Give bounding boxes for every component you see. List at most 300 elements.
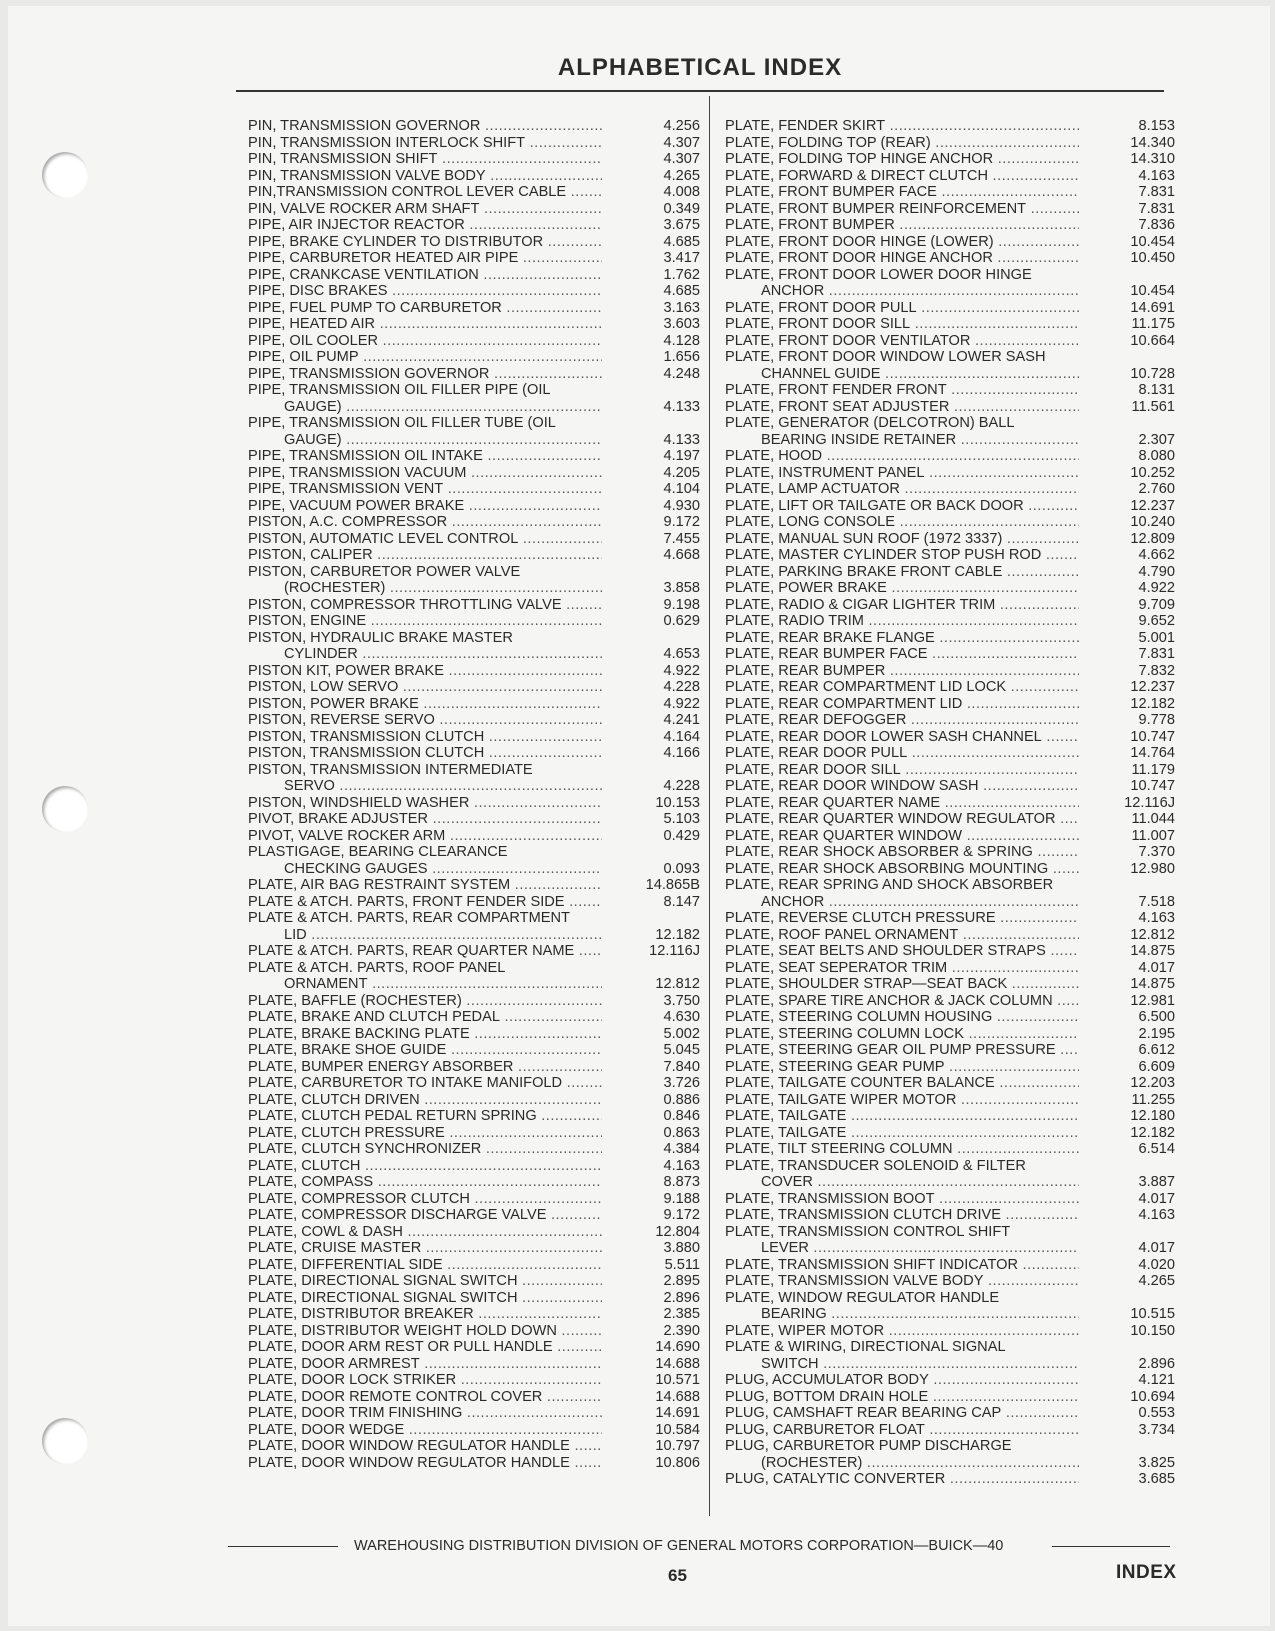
index-entry [725,1323,1175,1340]
index-entry [725,712,1175,729]
entry-text: PLATE, GENERATOR (DELCOTRON) BALL [725,415,1015,431]
entry-text: PLATE, REAR DOOR LOWER SASH CHANNEL ..... [725,729,1079,746]
entry-page-ref: 4.121 [1138,1372,1175,1388]
entry-page-ref: 10.747 [1130,778,1175,794]
entry-text: PLATE, PARKING BRAKE FRONT CABLE ..... [725,564,1079,581]
entry-text: PLATE, REAR DOOR PULL ..... [725,745,1079,762]
entry-page-ref: 4.384 [663,1141,700,1157]
entry-text: CHANNEL GUIDE ..... [725,366,1079,383]
entry-text: PLATE, STEERING COLUMN LOCK ..... [725,1026,1079,1043]
entry-page-ref: 10.806 [655,1454,700,1471]
entry-text: PISTON, REVERSE SERVO ..... [248,712,602,729]
entry-page-ref: 2.195 [1138,1025,1175,1042]
index-entry [725,696,1175,713]
index-entry [248,613,700,630]
entry-text: PLUG, BOTTOM DRAIN HOLE ..... [725,1389,1079,1406]
entry-text: PISTON, CALIPER ..... [248,547,602,564]
index-entry [248,910,700,943]
entry-text: PLUG, CARBURETOR PUMP DISCHARGE [725,1438,1012,1454]
index-entry [248,1422,700,1439]
entry-text: PLATE, FORWARD & DIRECT CLUTCH ..... [725,168,1079,185]
entry-text: PIN, TRANSMISSION INTERLOCK SHIFT ..... [248,135,602,152]
entry-text: PLATE, DOOR LOCK STRIKER ..... [248,1372,602,1389]
entry-page-ref: 4.930 [663,497,700,514]
entry-text: PLATE, FRONT BUMPER ..... [725,217,1079,234]
index-entry [725,1125,1175,1142]
index-entry [725,910,1175,927]
index-entry [725,861,1175,878]
entry-text: PLATE, RADIO & CIGAR LIGHTER TRIM ..... [725,597,1079,614]
entry-text: PLUG, ACCUMULATOR BODY ..... [725,1372,1079,1389]
entry-page-ref: 4.662 [1138,547,1175,563]
index-entry [725,976,1175,993]
entry-page-ref: 14.764 [1130,745,1175,761]
entry-page-ref: 10.694 [1130,1388,1175,1405]
entry-text: PLATE, REVERSE CLUTCH PRESSURE ..... [725,910,1079,927]
entry-text: PLATE, TILT STEERING COLUMN ..... [725,1141,1079,1158]
entry-text: PLATE, REAR COMPARTMENT LID LOCK ..... [725,679,1079,696]
entry-page-ref: 4.017 [1138,959,1175,976]
binder-hole [42,1418,88,1464]
index-entry [725,613,1175,630]
entry-text: PLATE, REAR DEFOGGER ..... [725,712,1079,729]
entry-page-ref: 4.205 [663,464,700,481]
entry-text: BEARING INSIDE RETAINER ..... [725,432,1079,449]
index-entry [725,1059,1175,1076]
entry-text: PIPE, FUEL PUMP TO CARBURETOR ..... [248,300,602,317]
index-entry [248,1075,700,1092]
index-entry [248,1438,700,1455]
entry-page-ref: 12.804 [655,1223,700,1240]
entry-page-ref: 12.981 [1130,992,1175,1009]
entry-page-ref: 5.002 [663,1025,700,1042]
entry-text: PLATE, REAR SHOCK ABSORBER & SPRING ..... [725,844,1079,861]
index-entry [725,1257,1175,1274]
index-entry [248,712,700,729]
section-tag: INDEX [1116,1562,1177,1583]
footer-rule-left [228,1546,338,1547]
entry-text: PIPE, TRANSMISSION OIL FILLER TUBE (OIL [248,415,556,431]
entry-page-ref: 11.007 [1131,827,1175,844]
entry-text: PLATE, DIRECTIONAL SIGNAL SWITCH ..... [248,1290,602,1307]
entry-text: PLATE, REAR DOOR WINDOW SASH ..... [725,778,1079,795]
index-entry [248,184,700,201]
index-entry [248,531,700,548]
index-entry [248,1356,700,1373]
entry-page-ref: 4.017 [1138,1240,1175,1256]
entry-text: PISTON, ENGINE ..... [248,613,602,630]
entry-text: PLATE, CLUTCH DRIVEN ..... [248,1092,602,1109]
entry-page-ref: 9.652 [1138,613,1175,629]
entry-text: PIPE, HEATED AIR ..... [248,316,602,333]
entry-page-ref: 14.690 [655,1339,700,1355]
entry-text: PIN, TRANSMISSION SHIFT ..... [248,151,602,168]
entry-page-ref: 10.150 [1130,1322,1175,1339]
index-entry [248,943,700,960]
entry-page-ref: 6.609 [1138,1058,1175,1075]
footer-text: WAREHOUSING DISTRIBUTION DIVISION OF GENERAL MOTORS CORPORATION—BUICK—40 [354,1538,1004,1554]
entry-page-ref: 10.454 [1130,283,1175,299]
entry-text: PLATE, MANUAL SUN ROOF (1972 3337) ..... [725,531,1079,548]
entry-text: PLATE, DIRECTIONAL SIGNAL SWITCH ..... [248,1273,602,1290]
left-index-column [248,118,700,1471]
entry-text: PLATE, COMPASS ..... [248,1174,602,1191]
index-entry [725,1224,1175,1257]
entry-page-ref: 10.584 [655,1421,700,1438]
entry-text: PLATE, STEERING GEAR PUMP ..... [725,1059,1079,1076]
entry-page-ref: 3.726 [663,1075,700,1091]
entry-text: PLATE, FRONT DOOR HINGE ANCHOR ..... [725,250,1079,267]
entry-page-ref: 14.865B [645,877,700,893]
page-title: ALPHABETICAL INDEX [557,54,843,81]
index-entry [725,1273,1175,1290]
entry-text: SERVO ..... [248,778,602,795]
entry-text: PISTON, AUTOMATIC LEVEL CONTROL ..... [248,531,602,548]
entry-page-ref: 12.809 [1130,530,1175,547]
index-entry [248,1174,700,1191]
index-entry [248,1059,700,1076]
entry-page-ref: 7.455 [663,530,700,547]
index-entry [248,250,700,267]
index-entry [248,1092,700,1109]
index-entry [248,762,700,795]
entry-text: PLATE, REAR BUMPER ..... [725,663,1079,680]
entry-page-ref: 4.685 [663,283,700,299]
entry-text: PLATE & ATCH. PARTS, ROOF PANEL [248,959,506,976]
entry-page-ref: 10.728 [1130,365,1175,382]
entry-text: PISTON, COMPRESSOR THROTTLING VALVE ..... [248,597,602,614]
entry-page-ref: 4.017 [1138,1190,1175,1207]
entry-text: PLATE, COMPRESSOR DISCHARGE VALVE ..... [248,1207,602,1224]
index-entry [248,1240,700,1257]
entry-text: PLATE, TRANSMISSION CONTROL SHIFT [725,1223,1011,1240]
index-entry [725,498,1175,515]
entry-text: PLATE, FRONT DOOR SILL ..... [725,316,1079,333]
entry-page-ref: 14.875 [1130,976,1175,992]
column-divider [709,96,710,1516]
entry-text: PLATE, REAR QUARTER WINDOW REGULATOR ..... [725,811,1079,828]
entry-text: ORNAMENT ..... [248,976,602,993]
right-index-column [725,118,1175,1488]
index-entry [725,1290,1175,1323]
entry-text: PLATE, ROOF PANEL ORNAMENT ..... [725,927,1079,944]
index-entry [725,795,1175,812]
entry-text: PLATE, CLUTCH SYNCHRONIZER ..... [248,1141,602,1158]
entry-text: PLATE, TRANSMISSION CLUTCH DRIVE ..... [725,1207,1079,1224]
index-entry [725,1471,1175,1488]
entry-text: PLATE, FRONT FENDER FRONT ..... [725,382,1079,399]
entry-text: CHECKING GAUGES ..... [248,861,602,878]
index-entry [725,1191,1175,1208]
index-entry [248,234,700,251]
index-entry [725,267,1175,300]
entry-text: PLATE, MASTER CYLINDER STOP PUSH ROD ..... [725,547,1079,564]
entry-page-ref: 10.240 [1130,514,1175,530]
entry-page-ref: 4.228 [663,778,700,794]
index-entry [248,1141,700,1158]
entry-page-ref: 4.163 [1138,910,1175,926]
entry-text: PLATE, REAR BUMPER FACE ..... [725,646,1079,663]
index-entry [725,663,1175,680]
index-entry [725,1108,1175,1125]
entry-text: PLATE, BAFFLE (ROCHESTER) ..... [248,993,602,1010]
entry-page-ref: 9.198 [663,596,700,613]
index-entry [725,729,1175,746]
entry-page-ref: 8.080 [1138,448,1175,464]
index-entry [725,1075,1175,1092]
index-entry [725,217,1175,234]
entry-page-ref: 11.255 [1131,1091,1175,1108]
entry-text: PLATE, COWL & DASH ..... [248,1224,602,1241]
index-entry [248,382,700,415]
index-entry [725,415,1175,448]
entry-text: PIPE, BRAKE CYLINDER TO DISTRIBUTOR ..... [248,234,602,251]
entry-text: PISTON, HYDRAULIC BRAKE MASTER [248,629,513,646]
entry-text: GAUGE) ..... [248,432,602,449]
entry-page-ref: 2.760 [1138,481,1175,497]
entry-page-ref: 9.172 [663,1207,700,1223]
entry-page-ref: 3.675 [663,217,700,233]
entry-text: PLATE, FRONT DOOR LOWER DOOR HINGE [725,266,1032,283]
entry-page-ref: 4.630 [663,1009,700,1025]
index-entry [725,1009,1175,1026]
entry-text: PLATE, FOLDING TOP (REAR) ..... [725,135,1079,152]
entry-text: PIVOT, BRAKE ADJUSTER ..... [248,811,602,828]
entry-text: PIPE, OIL COOLER ..... [248,333,602,350]
entry-page-ref: 4.307 [663,134,700,151]
entry-text: PLATE, HOOD ..... [725,448,1079,465]
entry-text: PLATE, CLUTCH ..... [248,1158,602,1175]
entry-text: (ROCHESTER) ..... [248,580,602,597]
index-entry [248,844,700,877]
entry-text: PLATE, FRONT DOOR PULL ..... [725,300,1079,317]
entry-text: PISTON, CARBURETOR POWER VALVE [248,563,521,580]
entry-page-ref: 10.252 [1130,464,1175,481]
entry-text: PLATE, TRANSMISSION VALVE BODY ..... [725,1273,1079,1290]
entry-text: PLATE, FRONT DOOR VENTILATOR ..... [725,333,1079,350]
entry-text: PLATE & WIRING, DIRECTIONAL SIGNAL [725,1339,1006,1355]
entry-text: PIPE, OIL PUMP ..... [248,349,602,366]
entry-page-ref: 8.131 [1138,382,1175,398]
entry-page-ref: 2.895 [663,1273,700,1289]
entry-page-ref: 10.153 [655,794,700,811]
index-entry [248,1323,700,1340]
index-entry [248,498,700,515]
entry-page-ref: 4.163 [663,1157,700,1174]
entry-text: PIVOT, VALVE ROCKER ARM ..... [248,828,602,845]
entry-text: PLASTIGAGE, BEARING CLEARANCE [248,844,508,860]
entry-page-ref: 5.103 [663,811,700,827]
entry-text: PLATE, DOOR ARM REST OR PULL HANDLE ..... [248,1339,602,1356]
entry-page-ref: 9.172 [663,514,700,530]
entry-text: PLATE, FRONT BUMPER REINFORCEMENT ..... [725,201,1079,218]
entry-text: PLUG, CATALYTIC CONVERTER ..... [725,1471,1079,1488]
entry-text: PLATE, LIFT OR TAILGATE OR BACK DOOR ..... [725,498,1079,515]
entry-text: PLATE, REAR SHOCK ABSORBING MOUNTING ..... [725,861,1079,878]
index-entry [725,960,1175,977]
entry-page-ref: 12.980 [1130,860,1175,877]
index-entry [725,1207,1175,1224]
entry-page-ref: 12.812 [655,976,700,992]
entry-page-ref: 8.153 [1138,118,1175,134]
entry-text: PLATE & ATCH. PARTS, FRONT FENDER SIDE ..... [248,894,602,911]
index-entry [725,828,1175,845]
index-entry [248,828,700,845]
entry-text: PIN,TRANSMISSION CONTROL LEVER CABLE ..... [248,184,602,201]
index-entry [725,234,1175,251]
entry-page-ref: 14.691 [655,1405,700,1421]
entry-text: PLATE, TAILGATE ..... [725,1125,1079,1142]
entry-page-ref: 1.656 [663,349,700,365]
entry-page-ref: 10.571 [655,1372,700,1388]
entry-page-ref: 4.008 [663,184,700,200]
entry-text: PLATE, BUMPER ENERGY ABSORBER ..... [248,1059,602,1076]
entry-page-ref: 10.664 [1130,332,1175,349]
index-entry [725,564,1175,581]
entry-text: PLATE, TRANSMISSION SHIFT INDICATOR ..... [725,1257,1079,1274]
entry-page-ref: 14.875 [1130,943,1175,959]
index-entry [248,679,700,696]
index-entry [725,1438,1175,1471]
index-entry [248,283,700,300]
entry-text: GAUGE) ..... [248,399,602,416]
entry-page-ref: 12.180 [1130,1108,1175,1124]
entry-text: PIPE, VACUUM POWER BRAKE ..... [248,498,602,515]
entry-text: PIN, VALVE ROCKER ARM SHAFT ..... [248,201,602,218]
entry-page-ref: 4.020 [1138,1256,1175,1273]
entry-text: PLATE, CARBURETOR TO INTAKE MANIFOLD ..... [248,1075,602,1092]
index-entry [248,366,700,383]
index-entry [248,465,700,482]
index-entry [725,580,1175,597]
index-entry [248,663,700,680]
entry-page-ref: 7.836 [1138,217,1175,233]
entry-page-ref: 0.093 [663,860,700,877]
entry-page-ref: 11.179 [1131,761,1175,778]
entry-text: PISTON, WINDSHIELD WASHER ..... [248,795,602,812]
index-entry [725,1158,1175,1191]
entry-page-ref: 4.248 [663,365,700,382]
entry-page-ref: 9.778 [1138,712,1175,728]
index-entry [725,646,1175,663]
index-entry [725,349,1175,382]
index-entry [248,135,700,152]
entry-page-ref: 8.873 [663,1174,700,1190]
entry-text: PLUG, CARBURETOR FLOAT ..... [725,1422,1079,1439]
entry-page-ref: 14.310 [1130,151,1175,167]
entry-text: PIN, TRANSMISSION GOVERNOR ..... [248,118,602,135]
entry-text: PISTON, POWER BRAKE ..... [248,696,602,713]
entry-text: PIPE, CARBURETOR HEATED AIR PIPE ..... [248,250,602,267]
index-entry [248,1389,700,1406]
entry-text: PLATE, FRONT BUMPER FACE ..... [725,184,1079,201]
entry-page-ref: 4.922 [663,662,700,679]
entry-page-ref: 4.163 [1138,167,1175,184]
entry-text: ANCHOR ..... [725,283,1079,300]
entry-page-ref: 3.417 [663,250,700,266]
entry-page-ref: 5.511 [664,1256,700,1273]
entry-page-ref: 10.450 [1130,250,1175,266]
index-entry [725,1026,1175,1043]
entry-text: PLATE, DOOR WINDOW REGULATOR HANDLE ..... [248,1438,602,1455]
index-entry [725,1405,1175,1422]
index-entry [248,696,700,713]
index-entry [725,531,1175,548]
entry-page-ref: 3.603 [663,316,700,332]
index-entry [248,316,700,333]
index-entry [248,1306,700,1323]
entry-text: PLATE, RADIO TRIM ..... [725,613,1079,630]
entry-page-ref: 0.429 [663,827,700,844]
index-entry [725,316,1175,333]
entry-text: PLATE, DOOR TRIM FINISHING ..... [248,1405,602,1422]
entry-text: PLATE, TAILGATE WIPER MOTOR ..... [725,1092,1079,1109]
index-entry [725,1092,1175,1109]
index-entry [725,630,1175,647]
index-entry [725,1422,1175,1439]
index-entry [725,250,1175,267]
entry-text: PLATE, DIFFERENTIAL SIDE ..... [248,1257,602,1274]
title-rule [236,90,1164,92]
entry-page-ref: 4.653 [663,646,700,662]
entry-page-ref: 4.668 [663,547,700,563]
entry-text: PLATE, INSTRUMENT PANEL ..... [725,465,1079,482]
page-number: 65 [668,1566,687,1585]
entry-text: PIPE, TRANSMISSION GOVERNOR ..... [248,366,602,383]
index-entry [248,877,700,894]
index-entry [248,118,700,135]
entry-text: PLATE, DOOR ARMREST ..... [248,1356,602,1373]
entry-page-ref: 12.182 [1130,1124,1175,1141]
index-entry [248,597,700,614]
entry-text: PLATE, REAR BRAKE FLANGE ..... [725,630,1079,647]
entry-page-ref: 0.629 [663,613,700,629]
entry-text: PLATE, SHOULDER STRAP—SEAT BACK ..... [725,976,1079,993]
entry-text: PLATE, FRONT SEAT ADJUSTER ..... [725,399,1079,416]
index-entry [248,1455,700,1472]
index-entry [248,349,700,366]
entry-page-ref: 4.104 [663,481,700,497]
index-entry [725,399,1175,416]
index-entry [248,267,700,284]
index-entry [725,118,1175,135]
index-entry [248,1158,700,1175]
entry-page-ref: 3.887 [1138,1174,1175,1190]
entry-page-ref: 7.831 [1138,184,1175,200]
footer-rule-right [1052,1546,1170,1547]
entry-page-ref: 11.175 [1131,316,1175,332]
entry-text: PIPE, AIR INJECTOR REACTOR ..... [248,217,602,234]
entry-text: BEARING ..... [725,1306,1079,1323]
entry-text: PLATE, TRANSMISSION BOOT ..... [725,1191,1079,1208]
index-entry [248,448,700,465]
index-entry [248,894,700,911]
entry-page-ref: 4.241 [663,712,700,728]
index-entry [725,811,1175,828]
entry-text: LID ..... [248,927,602,944]
entry-page-ref: 7.831 [1138,200,1175,217]
entry-text: PLATE, WINDOW REGULATOR HANDLE [725,1289,1000,1306]
entry-page-ref: 14.340 [1130,134,1175,151]
index-entry [248,1290,700,1307]
entry-page-ref: 4.265 [663,167,700,184]
entry-page-ref: 3.825 [1138,1454,1175,1471]
entry-page-ref: 12.203 [1130,1075,1175,1091]
entry-page-ref: 0.886 [663,1091,700,1108]
entry-page-ref: 12.116J [649,943,700,959]
entry-text: PLATE, POWER BRAKE ..... [725,580,1079,597]
entry-page-ref: 14.688 [655,1355,700,1372]
